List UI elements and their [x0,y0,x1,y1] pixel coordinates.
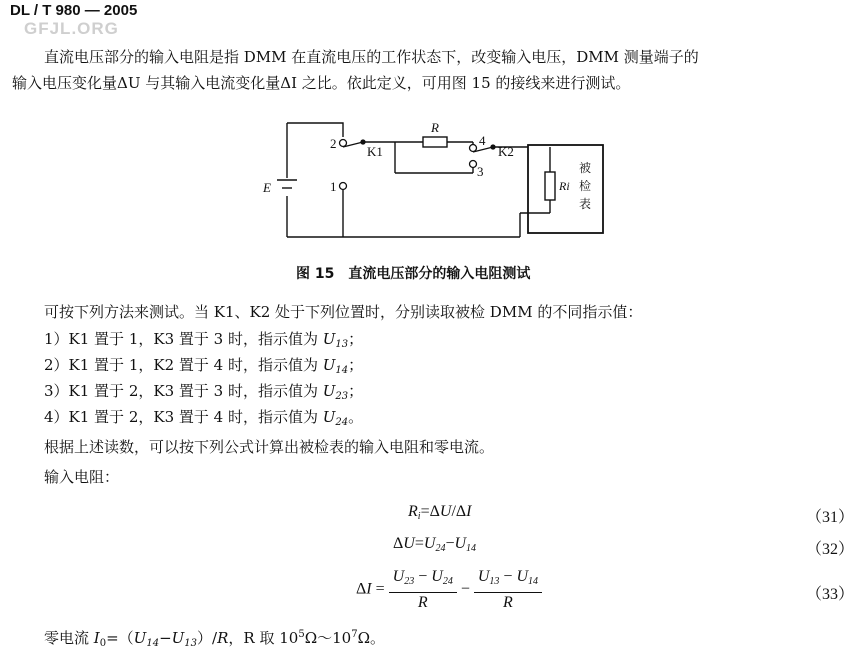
intro-line-1: 直流电压部分的输入电阻是指 DMM 在直流电压的工作状态下，改变输入电压，DMM 测量端子的 [44,48,699,66]
terminal-2 [340,140,347,147]
dut-char-2: 检 [579,179,592,193]
method-step-1: 1）K1 置于 1，K3 置于 3 时，指示值为 $U_{13}$； [44,330,364,350]
label-k2: K2 [498,144,514,159]
equation-32-number: （32） [806,541,855,558]
label-r: R [431,120,439,135]
terminal-1 [340,183,347,190]
equation-33-number: （33） [806,586,855,603]
label-pos-3: 3 [477,164,484,179]
label-pos-2: 2 [330,136,337,151]
method-step-2: 2）K1 置于 1，K2 置于 4 时，指示值为 $U_{14}$； [44,356,364,376]
k2-pivot [491,145,495,149]
k1-pivot [361,140,365,144]
formula-intro: 根据上述读数，可以按下列公式计算出被检表的输入电阻和零电流。 [44,438,495,456]
zero-current-line: 零电流 $I_0=(U_{14}-U_{13})/R$，R 取 $10^5\Omega\sim 10^7\Omega$。 [44,629,386,649]
equation-31: $R_i=\Delta U/\Delta I$ [408,503,472,522]
resistor-r [423,137,447,147]
method-step-4: 4）K1 置于 2，K3 置于 4 时，指示值为 $U_{24}$。 [44,408,364,428]
label-ri: Ri [559,179,570,193]
standard-number: DL / T 980 — 2005 [10,2,138,19]
label-k1: K1 [367,144,383,159]
equation-31-number: （31） [806,509,855,526]
terminal-4 [470,145,477,152]
equation-33: ΔI = $\frac{U_{23} - U_{24}}{R}$ − $\frac{U_{13} - U_{14}}{R}$ [356,567,542,613]
input-resistance-label: 输入电阻： [44,468,120,486]
resistor-ri [545,172,555,200]
equation-32: $\Delta U=U_{24}-U_{14}$ [393,535,477,554]
intro-line-2: 输入电压变化量ΔU 与其输入电流变化量ΔI 之比。依此定义，可用图 15 的接线来进行测试。 [12,74,631,92]
watermark-logo: GFJL.ORG [24,19,119,38]
label-pos-4: 4 [479,133,486,148]
method-step-3: 3）K1 置于 2，K3 置于 3 时，指示值为 $U_{23}$； [44,382,364,402]
label-pos-1: 1 [330,179,337,194]
circuit-diagram [255,110,615,245]
terminal-3 [470,161,477,168]
dut-char-3: 表 [579,197,592,211]
method-lead: 可按下列方法来测试。当 K1、K2 处于下列位置时，分别读取被检 DMM 的不同指示值： [44,303,643,321]
figure-caption: 图 15 直流电压部分的输入电阻测试 [296,266,531,282]
label-e: E [263,180,271,195]
dut-char-1: 被 [579,161,592,175]
